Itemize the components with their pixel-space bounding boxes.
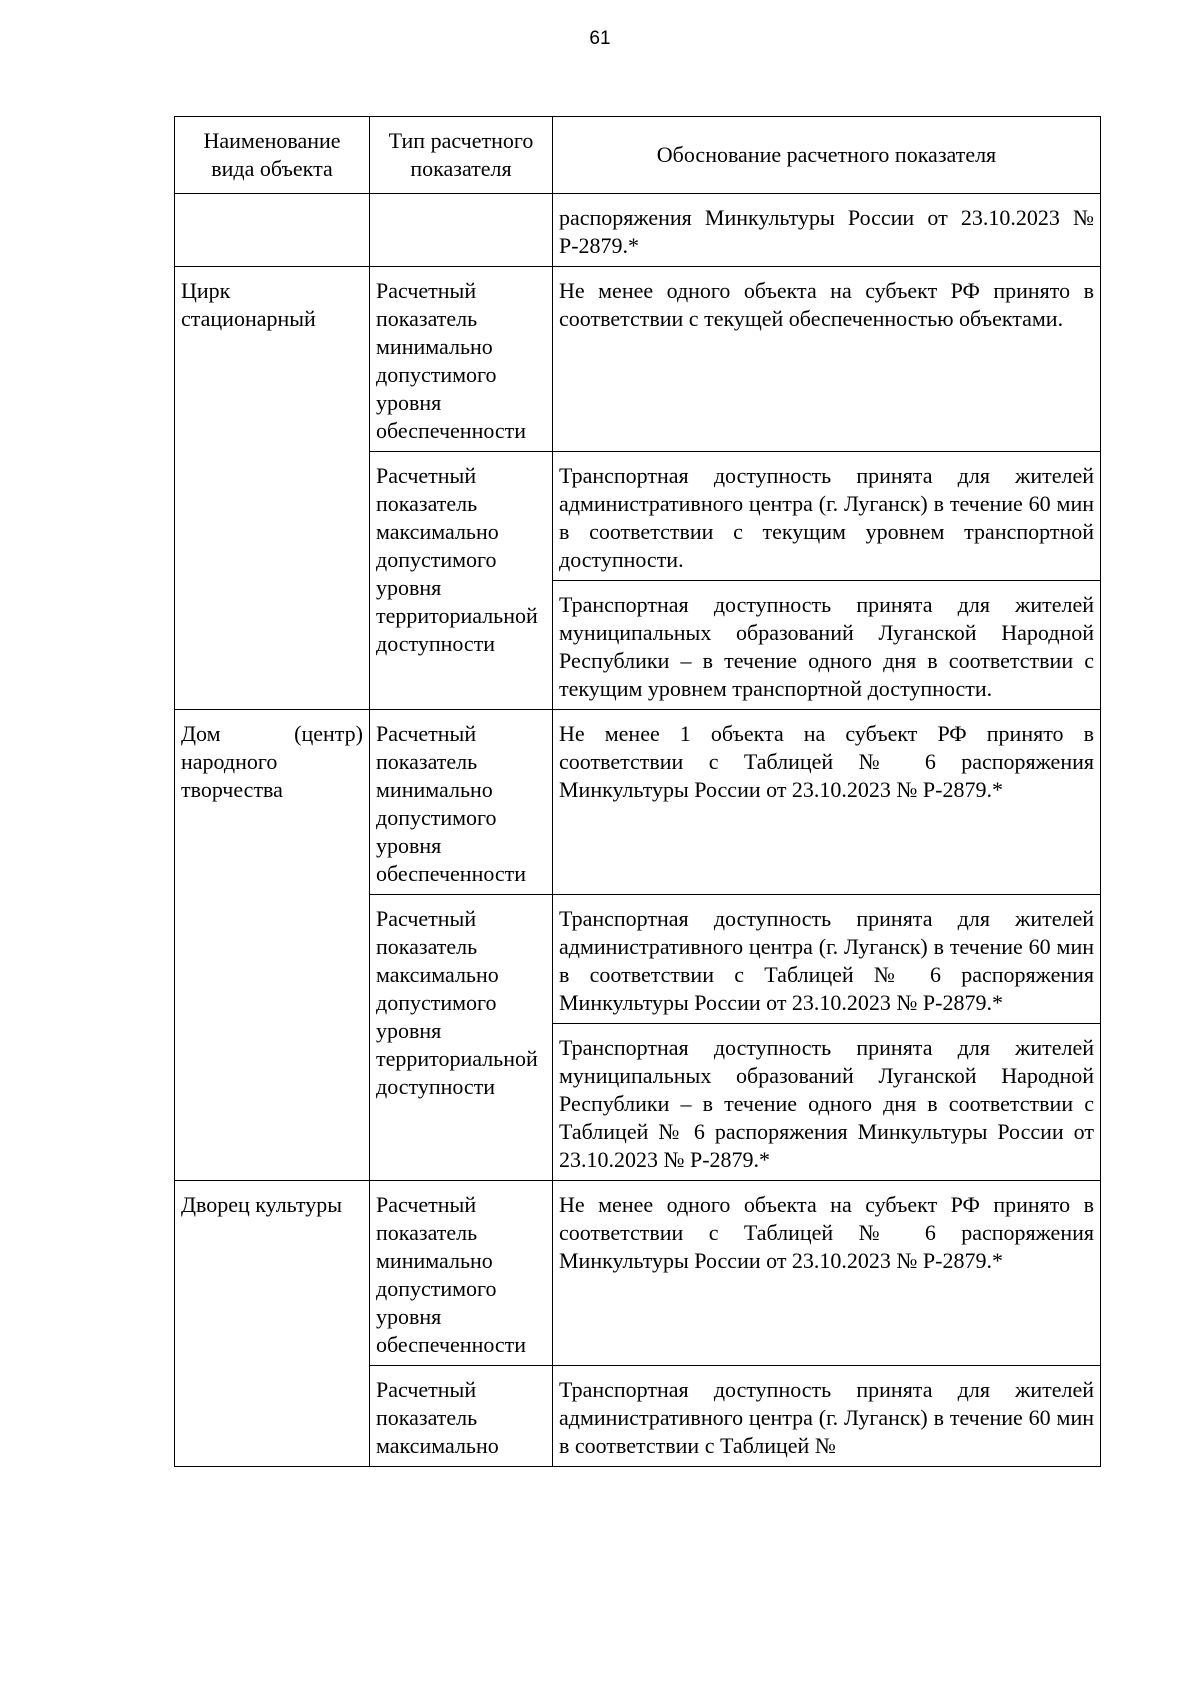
indicator-type-cell: Расчетный показатель минимально допустимого уровня обеспеченности bbox=[370, 1181, 553, 1366]
justification-cell: распоряжения Минкультуры России от 23.10.2023 № Р-2879.* bbox=[553, 194, 1101, 267]
table-row bbox=[175, 194, 1101, 267]
header-justification: Обоснование расчетного показателя bbox=[553, 117, 1101, 194]
header-indicator-type: Тип расчетного показателя bbox=[370, 117, 553, 194]
table-row bbox=[175, 1181, 1101, 1366]
object-cell: Цирк стационарный bbox=[175, 267, 370, 710]
table-header-row bbox=[175, 117, 1101, 194]
justification-cell: Транспортная доступность принята для жителей административного центра (г. Луганск) в течение 60 мин в соответствии с Таблицей № 6 распоряжения Минкультуры России от 23.10.2023 № Р-2879.* bbox=[553, 895, 1101, 1024]
justification-cell: Транспортная доступность принята для жителей административного центра (г. Луганск) в течение 60 мин в соответствии с текущим уровнем транспортной доступности. bbox=[553, 452, 1101, 581]
justification-cell: Не менее одного объекта на субъект РФ принято в соответствии с Таблицей № 6 распоряжения Минкультуры России от 23.10.2023 № Р-2879.* bbox=[553, 1181, 1101, 1366]
indicator-type-cell: Расчетный показатель минимально допустимого уровня обеспеченности bbox=[370, 267, 553, 452]
indicator-type-cell bbox=[370, 194, 553, 267]
justification-cell: Не менее одного объекта на субъект РФ принято в соответствии с текущей обеспеченностью объектами. bbox=[553, 267, 1101, 452]
justification-cell: Транспортная доступность принята для жителей муниципальных образований Луганской Народной Республики – в течение одного дня в соответствии с текущим уровнем транспортной доступности. bbox=[553, 581, 1101, 710]
indicator-type-cell: Расчетный показатель минимально допустимого уровня обеспеченности bbox=[370, 710, 553, 895]
table-row bbox=[175, 267, 1101, 452]
object-cell: Дом (центр) народного творчества bbox=[175, 710, 370, 1181]
object-cell bbox=[175, 194, 370, 267]
indicator-type-cell: Расчетный показатель максимально bbox=[370, 1366, 553, 1467]
header-object-type: Наименование вида объекта bbox=[175, 117, 370, 194]
justification-cell: Транспортная доступность принята для жителей муниципальных образований Луганской Народной Республики – в течение одного дня в соответствии с Таблицей № 6 распоряжения Минкультуры России от 23.10.2023 № Р-2879.* bbox=[553, 1024, 1101, 1181]
indicator-table bbox=[174, 116, 1101, 1467]
justification-cell: Транспортная доступность принята для жителей административного центра (г. Луганск) в течение 60 мин в соответствии с Таблицей № bbox=[553, 1366, 1101, 1467]
object-cell: Дворец культуры bbox=[175, 1181, 370, 1467]
page-number: 61 bbox=[589, 28, 611, 49]
table-row bbox=[175, 710, 1101, 895]
indicator-type-cell: Расчетный показатель максимально допустимого уровня территориальной доступности bbox=[370, 452, 553, 710]
justification-cell: Не менее 1 объекта на субъект РФ принято в соответствии с Таблицей № 6 распоряжения Минкультуры России от 23.10.2023 № Р-2879.* bbox=[553, 710, 1101, 895]
indicator-type-cell: Расчетный показатель максимально допустимого уровня территориальной доступности bbox=[370, 895, 553, 1181]
